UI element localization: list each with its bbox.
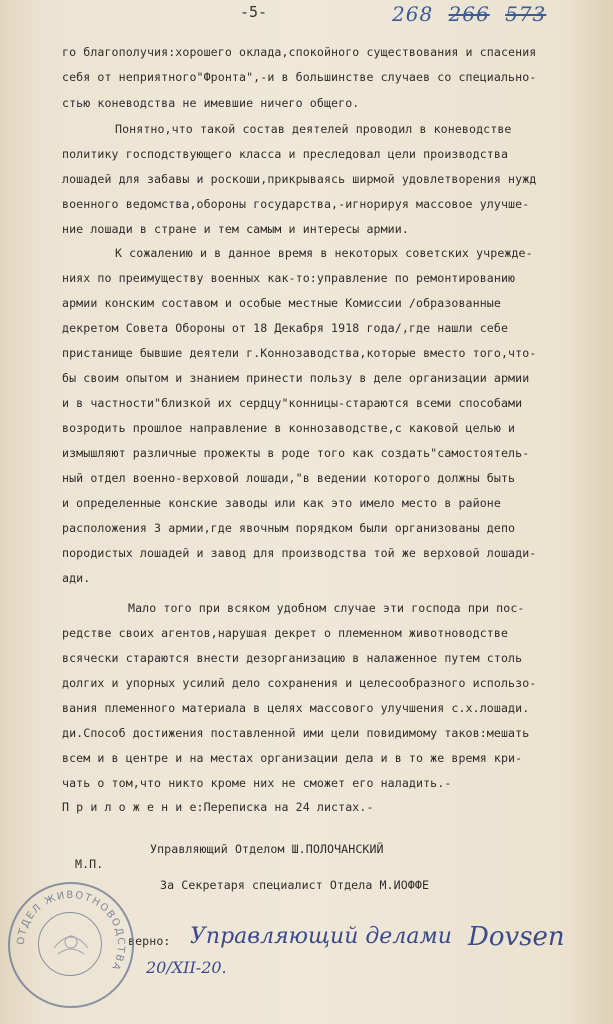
archive-number-first: 268 [392, 2, 434, 26]
text-line: долгих и упорных усилий дело сохранения и целесообразного использо- [62, 676, 537, 690]
seal-mark: М.П. [75, 857, 104, 871]
text-line: К сожалению и в данное время в некоторых советских учрежде- [115, 246, 533, 260]
text-line: декретом Совета Обороны от 18 Декабря 1918 года/,где нашли себе [62, 321, 509, 335]
text-line: политику господствующего класса и преследовал цели производства [62, 147, 509, 161]
text-line: ади. [62, 571, 91, 585]
manager-signature-line: Управляющий Отделом Ш.ПОЛОЧАНСКИЙ [150, 842, 384, 856]
svg-text:ОТДЕЛ ЖИВОТНОВОДСТВА: ОТДЕЛ ЖИВОТНОВОДСТВА [15, 889, 127, 973]
text-line: Мало того при всяком удобном случае эти господа при пос- [128, 601, 525, 615]
text-line: го благополучия:хорошего оклада,спокойного существования и спасения [62, 45, 537, 59]
text-line: ди.Способ достижения поставленной ими цели повидимому таков:мешать [62, 726, 530, 740]
page-number: -5- [240, 3, 268, 21]
text-line: возродить прошлое направление в коннозаводстве,с каковой целью и [62, 421, 516, 435]
text-line: всем и в центре и на местах организации дела и в то же время кри- [62, 751, 523, 765]
handwritten-signature: Dovsen [468, 922, 565, 952]
text-line: Понятно,что такой состав деятелей проводил в коневодстве [115, 122, 512, 136]
text-line: стью коневодства не имевшие ничего общего. [62, 96, 360, 110]
text-line: военного ведомства,обороны государства,-игнорируя массовое улучше- [62, 197, 530, 211]
stamp-text-ring [10, 884, 132, 1006]
text-line: измышляют различные прожекты в роде того как создать"самостоятель- [62, 446, 530, 460]
text-line: пристанище бывшие деятели г.Коннозаводства,которые вместо того,что- [62, 346, 537, 360]
text-line: бы своим опытом и знанием принести пользу в деле организации армии [62, 371, 530, 385]
text-line: армии конским составом и особые местные Комиссии /образованные [62, 296, 501, 310]
attachment-note: П р и л о ж е н и е:Переписка на 24 листах.- [62, 800, 374, 814]
text-line: редстве своих агентов,нарушая декрет о племенном животноводстве [62, 626, 509, 640]
text-line: ный отдел военно-верховой лошади,"в ведении которого должны быть [62, 471, 516, 485]
secretary-signature-line: За Секретаря специалист Отдела М.ИОФФЕ [160, 878, 430, 892]
text-line: себя от неприятного"Фронта",-и в большинстве случаев со специально- [62, 70, 537, 84]
text-line: всячески стараются внести дезорганизацию в налаженное путем столь [62, 651, 523, 665]
text-line: чать о том,что никто кроме них не сможет его наладить.- [62, 776, 452, 790]
text-line: лошадей для забавы и роскоши,прикрываясь ширмой удовлетворения нужд [62, 172, 537, 186]
archive-folio-numbers [392, 2, 546, 26]
certified-label: верно: [128, 934, 171, 948]
text-line: ниях по преимуществу военных как-то:управление по ремонтированию [62, 271, 516, 285]
archive-number-second: 266 [448, 2, 490, 26]
text-line: и определенные конские заводы или как это имело место в районе [62, 496, 501, 510]
text-line: породистых лошадей и завод для производства той же верховой лошади- [62, 546, 537, 560]
text-line: расположения 3 армии,где явочным порядком были организованы депо [62, 521, 516, 535]
text-line: и в частности"близкой их сердцу"конницы-стараются всеми способами [62, 396, 523, 410]
handwritten-title: Управляющий делами [190, 924, 452, 949]
text-line: ние лошади в стране и тем самым и интересы армии. [62, 222, 409, 236]
text-line: вания племенного материала в целях массового улучшения с.х.лошади. [62, 701, 530, 715]
archive-number-third: 573 [505, 2, 547, 26]
handwritten-date: 20/XII-20. [146, 958, 227, 977]
round-stamp [8, 882, 134, 1008]
